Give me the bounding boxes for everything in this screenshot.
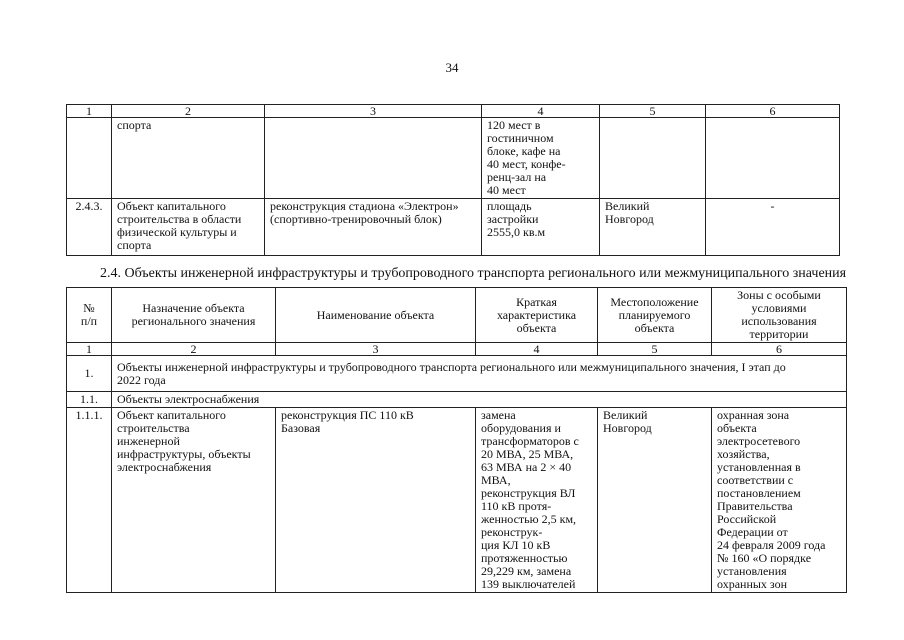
zones-cell: охранная зона объекта электросетевого хозяйства, установленная в соответствии с постановлением Правительства Российской Федерации от 24 февраля 2009 года № 160 «О порядке установления охранных зон bbox=[712, 408, 847, 593]
row-number-cell bbox=[67, 118, 112, 199]
purpose-cell: Объект капитального строительства в области физической культуры и спорта bbox=[112, 199, 265, 256]
purpose-cell: Объект капитального строительства инженерной инфраструктуры, объекты электроснабжения bbox=[112, 408, 276, 593]
table-row bbox=[67, 199, 840, 256]
location-cell bbox=[600, 118, 706, 199]
row-number-cell: 2.4.3. bbox=[67, 199, 112, 256]
object-name-cell: реконструкция ПС 110 кВ Базовая bbox=[276, 408, 476, 593]
column-number: 1 bbox=[67, 343, 112, 356]
row-number-cell: 1.1.1. bbox=[67, 408, 112, 593]
section-title-cell: Объекты инженерной инфраструктуры и трубопроводного транспорта регионального или межмуниципального значения, I этап до 2022 года bbox=[112, 356, 847, 392]
subsection-title-cell: Объекты электроснабжения bbox=[112, 392, 847, 408]
subsection-row bbox=[67, 392, 847, 408]
characteristics-cell: замена оборудования и трансформаторов с 20 МВА, 25 МВА, 63 МВА на 2 × 40 МВА, реконструкция ВЛ 110 кВ протя- женностью 2,5 км, реконструк- ция КЛ 10 кВ протяженностью 29,229 км, замена 139 выключателей bbox=[476, 408, 598, 593]
page-number: 34 bbox=[445, 60, 459, 75]
purpose-cell: спорта bbox=[112, 118, 265, 199]
column-number: 6 bbox=[712, 343, 847, 356]
column-number-row bbox=[67, 343, 847, 356]
location-cell: Великий Новгород bbox=[600, 199, 706, 256]
column-number: 5 bbox=[600, 105, 706, 118]
zones-cell bbox=[706, 118, 840, 199]
header-cell: Местоположение планируемого объекта bbox=[598, 288, 712, 343]
column-number: 3 bbox=[276, 343, 476, 356]
object-name-cell: реконструкция стадиона «Электрон» (спортивно-тренировочный блок) bbox=[265, 199, 482, 256]
header-cell: Назначение объекта регионального значения bbox=[112, 288, 276, 343]
characteristics-cell: площадь застройки 2555,0 кв.м bbox=[482, 199, 600, 256]
header-cell: Краткая характеристика объекта bbox=[476, 288, 598, 343]
table-row bbox=[67, 118, 840, 199]
header-row bbox=[67, 288, 847, 343]
header-cell: Зоны с особыми условиями использования территории bbox=[712, 288, 847, 343]
location-cell: Великий Новгород bbox=[598, 408, 712, 593]
column-number: 6 bbox=[706, 105, 840, 118]
column-number: 4 bbox=[482, 105, 600, 118]
column-number: 2 bbox=[112, 105, 265, 118]
row-number-cell: 1.1. bbox=[67, 392, 112, 408]
column-number: 5 bbox=[598, 343, 712, 356]
column-number: 1 bbox=[67, 105, 112, 118]
column-number: 2 bbox=[112, 343, 276, 356]
column-number-row bbox=[67, 105, 840, 118]
section-row bbox=[67, 356, 847, 392]
header-cell: № п/п bbox=[67, 288, 112, 343]
row-number-cell: 1. bbox=[67, 356, 112, 392]
header-cell: Наименование объекта bbox=[276, 288, 476, 343]
infrastructure-table bbox=[66, 287, 847, 593]
table-row bbox=[67, 408, 847, 593]
object-name-cell bbox=[265, 118, 482, 199]
section-heading: 2.4. Объекты инженерной инфраструктуры и трубопроводного транспорта регионального или межмуниципального значения bbox=[100, 266, 847, 281]
zones-cell: - bbox=[706, 199, 840, 256]
column-number: 4 bbox=[476, 343, 598, 356]
column-number: 3 bbox=[265, 105, 482, 118]
characteristics-cell: 120 мест в гостиничном блоке, кафе на 40 мест, конфе- ренц-зал на 40 мест bbox=[482, 118, 600, 199]
continued-table bbox=[66, 104, 840, 256]
